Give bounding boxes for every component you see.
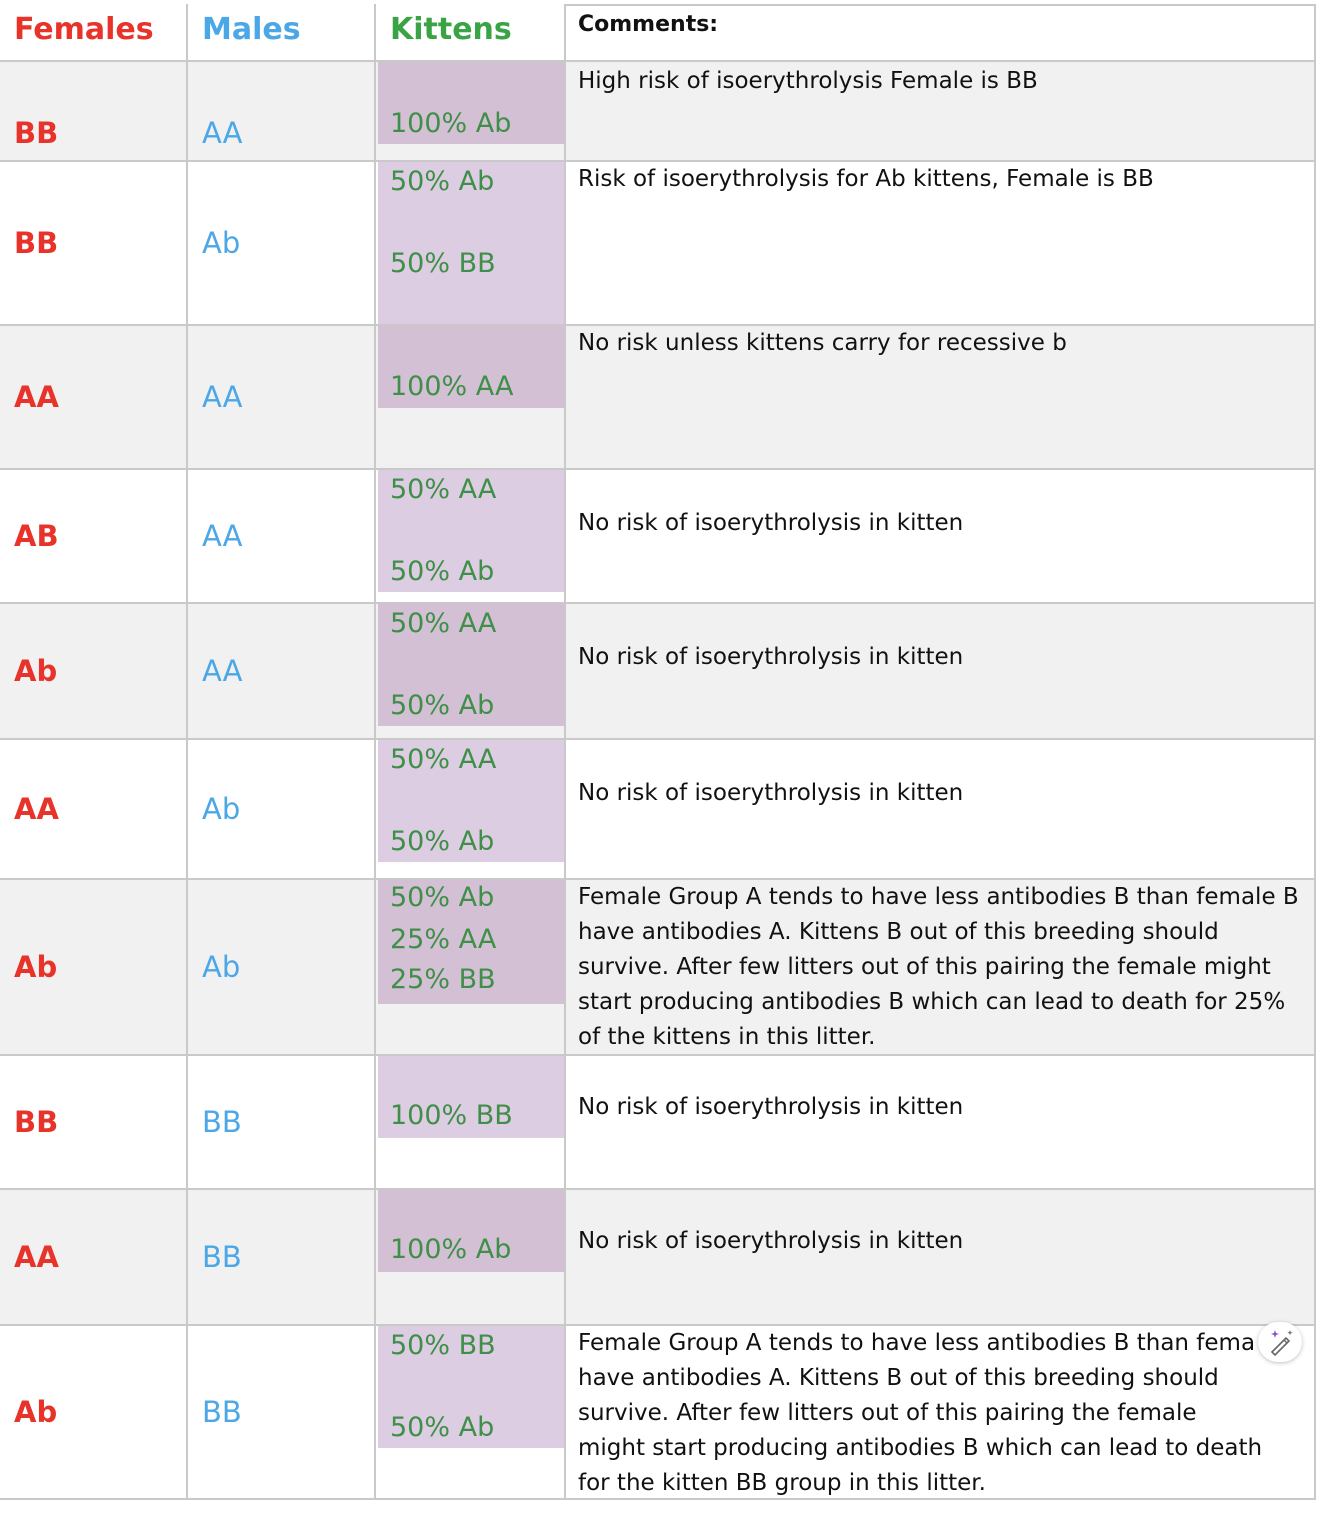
kitten-ratio: 50% AA	[390, 608, 497, 639]
table-right-border	[1314, 4, 1316, 1500]
kitten-ratio: 50% Ab	[390, 690, 495, 721]
header-females: Females	[14, 12, 154, 47]
female-genotype: BB	[14, 1105, 59, 1139]
kitten-ratio: 50% Ab	[390, 882, 495, 913]
kittens-cell	[378, 740, 564, 878]
male-genotype: Ab	[202, 950, 241, 984]
table-row	[0, 470, 1316, 604]
male-genotype: BB	[202, 1240, 242, 1274]
table-row	[0, 162, 1316, 326]
male-genotype: AA	[202, 519, 243, 553]
comment-text: No risk of isoerythrolysis in kitten	[578, 1228, 964, 1254]
kitten-ratio: 100% BB	[390, 1100, 513, 1131]
male-genotype: AA	[202, 116, 243, 150]
female-genotype: Ab	[14, 1395, 58, 1429]
kittens-cell	[378, 326, 564, 468]
magic-wand-icon-glyph	[1258, 1322, 1302, 1362]
comment-text: Female Group A tends to have less antibodies B than female B have antibodies A. Kittens B out of this breeding should survive. After few litters out of this pairing the female might start producing antibodies B which can lead to death for 25% of the kittens in this litter.	[578, 884, 1299, 1050]
comment-text: Female Group A tends to have less antibodies B than fema have antibodies A. Kittens B out of this breeding should survive. After few litters out of this pairing the female might start producing antibodies B which can lead to death for the kitten BB group in this litter.	[578, 1330, 1263, 1496]
column-divider	[374, 4, 376, 1500]
kittens-cell	[378, 1326, 564, 1498]
kittens-cell	[378, 604, 564, 738]
male-genotype: BB	[202, 1395, 242, 1429]
kitten-ratio: 25% BB	[390, 964, 496, 995]
female-genotype: AB	[14, 519, 59, 553]
header-row	[0, 4, 1316, 62]
kitten-ratio: 50% AA	[390, 744, 497, 775]
kitten-ratio: 50% Ab	[390, 826, 495, 857]
female-genotype: Ab	[14, 950, 58, 984]
female-genotype: Ab	[14, 654, 58, 688]
header-kittens: Kittens	[390, 12, 512, 47]
kitten-ratio: 50% Ab	[390, 556, 495, 587]
table-row	[0, 1190, 1316, 1326]
table-row	[0, 62, 1316, 162]
kitten-ratio: 50% Ab	[390, 1412, 495, 1443]
kitten-ratio: 50% BB	[390, 1330, 496, 1361]
comment-text: High risk of isoerythrolysis Female is BB	[578, 68, 1038, 94]
kitten-ratio: 25% AA	[390, 924, 497, 955]
table-row	[0, 1326, 1316, 1500]
comment-text: No risk of isoerythrolysis in kitten	[578, 780, 964, 806]
table-row	[0, 740, 1316, 880]
female-genotype: AA	[14, 792, 59, 826]
female-genotype: BB	[14, 116, 59, 150]
table-row	[0, 604, 1316, 740]
comment-text: Risk of isoerythrolysis for Ab kittens, Female is BB	[578, 166, 1154, 192]
header-males: Males	[202, 12, 301, 47]
kittens-cell	[378, 62, 564, 160]
magic-wand-icon[interactable]	[1258, 1322, 1302, 1362]
kitten-ratio: 50% BB	[390, 248, 496, 279]
female-genotype: AA	[14, 380, 59, 414]
column-divider	[186, 4, 188, 1500]
kitten-ratio: 100% Ab	[390, 108, 512, 139]
female-genotype: BB	[14, 226, 59, 260]
kitten-ratio: 50% AA	[390, 474, 497, 505]
column-divider	[564, 4, 566, 1500]
kittens-cell	[378, 880, 564, 1054]
comment-text: No risk of isoerythrolysis in kitten	[578, 644, 964, 670]
comment-text: No risk of isoerythrolysis in kitten	[578, 1094, 964, 1120]
kitten-ratio: 50% Ab	[390, 166, 495, 197]
kittens-cell	[378, 162, 564, 324]
kitten-ratio: 100% Ab	[390, 1234, 512, 1265]
table-top-border	[566, 4, 1316, 6]
male-genotype: AA	[202, 380, 243, 414]
table-row	[0, 1056, 1316, 1190]
table-row	[0, 326, 1316, 470]
kitten-ratio: 100% AA	[390, 371, 514, 402]
header-comments: Comments:	[578, 12, 719, 37]
comment-text: No risk of isoerythrolysis in kitten	[578, 510, 964, 536]
kittens-cell	[378, 1190, 564, 1324]
male-genotype: Ab	[202, 792, 241, 826]
female-genotype: AA	[14, 1240, 59, 1274]
male-genotype: AA	[202, 654, 243, 688]
male-genotype: Ab	[202, 226, 241, 260]
kittens-cell	[378, 1056, 564, 1188]
table-row	[0, 880, 1316, 1056]
male-genotype: BB	[202, 1105, 242, 1139]
kittens-cell	[378, 470, 564, 602]
comment-text: No risk unless kittens carry for recessive b	[578, 330, 1067, 356]
